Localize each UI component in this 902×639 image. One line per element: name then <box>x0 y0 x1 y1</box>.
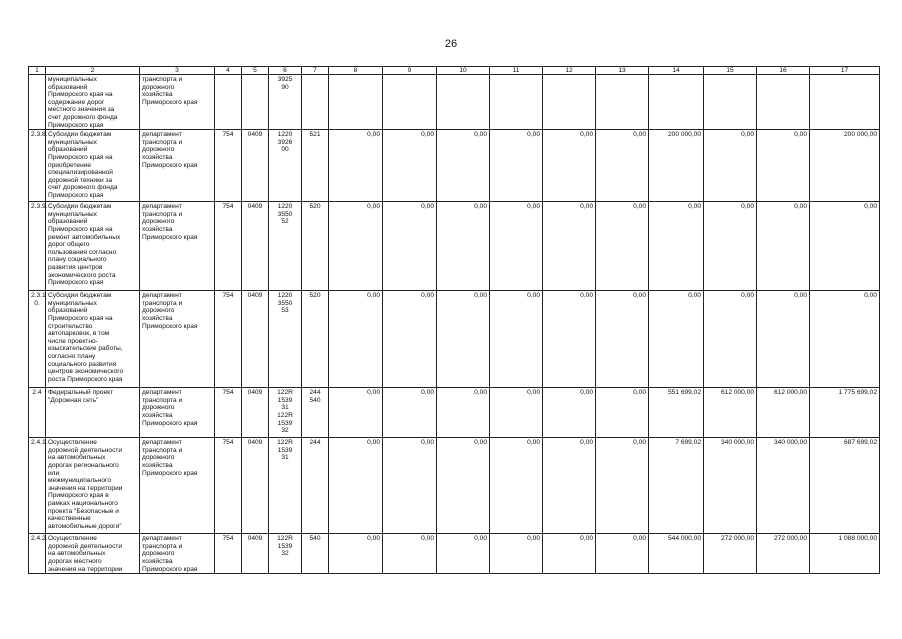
event-name-cell-line: дорожной деятельности <box>48 446 123 454</box>
expense-type-cell: 521 <box>302 130 329 202</box>
column-number-2: 2 <box>46 67 140 75</box>
event-name-cell-line: дорогах местного <box>48 557 102 565</box>
expense-type-cell <box>302 75 329 130</box>
target-article-cell <box>269 291 302 388</box>
column-number-4: 4 <box>215 67 242 75</box>
row-number-cell: 2.3.9. <box>29 202 46 291</box>
event-name-cell <box>46 438 140 534</box>
table-row <box>29 388 880 438</box>
responsible-org-cell <box>140 534 215 574</box>
amount-cell-col-11: 0,00 <box>490 291 543 388</box>
event-name-cell-line: Субсидии бюджетам <box>48 131 112 139</box>
event-name-cell <box>46 291 140 388</box>
table-row <box>29 534 880 574</box>
responsible-org-cell <box>140 130 215 202</box>
event-name-cell-line: образований <box>48 146 88 154</box>
column-number-16: 16 <box>757 67 810 75</box>
responsible-org-cell-line: хозяйства <box>142 153 173 161</box>
amount-cell-col-17 <box>810 75 880 130</box>
event-name-cell-line: Субсидии бюджетам <box>48 203 112 211</box>
row-number-cell: 2.4 <box>29 388 46 438</box>
section-code-cell: 0409 <box>242 534 269 574</box>
column-number-17: 17 <box>810 67 880 75</box>
responsible-org-cell-line: транспорта и <box>142 299 183 307</box>
target-article-cell-line: 1220 <box>277 292 293 300</box>
event-name-cell <box>46 534 140 574</box>
grbs-code-cell: 754 <box>215 438 242 534</box>
event-name-cell-line: плану социального <box>48 256 107 264</box>
event-name-cell-line: межмуниципального <box>48 477 111 485</box>
column-number-12: 12 <box>543 67 596 75</box>
responsible-org-cell-line: департамент <box>142 131 182 139</box>
event-name-cell-line: Приморского края <box>48 121 104 129</box>
column-number-7: 7 <box>302 67 329 75</box>
event-name-cell-line: местного значения за <box>48 106 115 114</box>
responsible-org-cell-line: дорожного <box>142 307 175 315</box>
amount-cell-col-8: 0,00 <box>329 534 383 574</box>
event-name-cell-line: Приморского края на <box>48 91 113 99</box>
amount-cell-col-11: 0,00 <box>490 130 543 202</box>
responsible-org-cell <box>140 75 215 130</box>
responsible-org-cell-line: Приморского края <box>142 322 198 330</box>
event-name-cell-line: образований <box>48 307 88 315</box>
event-name-cell-line: образований <box>48 218 88 226</box>
row-number-cell: 2.4.2. <box>29 534 46 574</box>
responsible-org-cell-line: Приморского края <box>142 161 198 169</box>
event-name-cell-line: автопарковок, в том <box>48 330 110 338</box>
event-name-cell-line: счет дорожного фонда <box>48 184 118 192</box>
amount-cell-col-14: 0,00 <box>649 291 704 388</box>
event-name-cell-line: "Дорожная сеть" <box>48 396 99 404</box>
page-number: 26 <box>444 38 458 50</box>
target-article-cell-line: 52 <box>281 218 289 226</box>
target-article-cell-line: 1539 <box>277 419 293 427</box>
event-name-cell-line: Приморского края <box>48 191 104 199</box>
amount-cell-col-13: 0,00 <box>596 388 649 438</box>
event-name-cell-line: ремонт автомобильных <box>48 233 121 241</box>
event-name-cell-line: Приморского края на <box>48 225 113 233</box>
amount-cell-col-15: 0,00 <box>704 291 757 388</box>
amount-cell-col-11: 0,00 <box>490 388 543 438</box>
amount-cell-col-10 <box>437 75 490 130</box>
column-number-15: 15 <box>704 67 757 75</box>
amount-cell-col-10: 0,00 <box>437 291 490 388</box>
responsible-org-cell-line: хозяйства <box>142 225 173 233</box>
amount-cell-col-10: 0,00 <box>437 534 490 574</box>
responsible-org-cell <box>140 438 215 534</box>
target-article-cell-line: 1220 <box>277 131 293 139</box>
target-article-cell <box>269 75 302 130</box>
section-code-cell: 0409 <box>242 388 269 438</box>
responsible-org-cell-line: Приморского края <box>142 419 198 427</box>
section-code-cell: 0409 <box>242 291 269 388</box>
column-number-8: 8 <box>329 67 383 75</box>
grbs-code-cell: 754 <box>215 388 242 438</box>
amount-cell-col-11: 0,00 <box>490 534 543 574</box>
row-number-cell <box>29 75 46 130</box>
event-name-cell-line: проекта "Безопасные и <box>48 507 119 515</box>
amount-cell-col-15: 340 000,00 <box>704 438 757 534</box>
amount-cell-col-10: 0,00 <box>437 202 490 291</box>
event-name-cell-line: строительство <box>48 322 93 330</box>
amount-cell-col-17: 200 000,00 <box>810 130 880 202</box>
event-name-cell-line: социального развития <box>48 360 117 368</box>
amount-cell-col-13: 0,00 <box>596 438 649 534</box>
amount-cell-col-8: 0,00 <box>329 130 383 202</box>
event-name-cell-line: экономического роста <box>48 271 116 279</box>
responsible-org-cell-line: транспорта и <box>142 396 183 404</box>
expense-type-cell: 520 <box>302 291 329 388</box>
amount-cell-col-14 <box>649 75 704 130</box>
expense-type-cell: 244 540 <box>302 388 329 438</box>
amount-cell-col-9: 0,00 <box>383 388 437 438</box>
event-name-cell-line: Приморского края на <box>48 153 113 161</box>
column-number-9: 9 <box>383 67 437 75</box>
target-article-cell-line: 1220 <box>277 203 293 211</box>
responsible-org-cell-line: департамент <box>142 439 182 447</box>
grbs-code-cell: 754 <box>215 130 242 202</box>
event-name-cell-line: муниципальных <box>48 210 97 218</box>
amount-cell-col-10: 0,00 <box>437 438 490 534</box>
column-number-1: 1 <box>29 67 46 75</box>
amount-cell-col-12: 0,00 <box>543 291 596 388</box>
table-row <box>29 438 880 534</box>
grbs-code-cell: 754 <box>215 291 242 388</box>
event-name-cell-line: качественные <box>48 515 91 523</box>
amount-cell-col-12: 0,00 <box>543 438 596 534</box>
target-article-cell-line: 31 <box>281 454 289 462</box>
event-name-cell-line: Приморского края в <box>48 492 109 500</box>
row-number-cell: 2.4.1. <box>29 438 46 534</box>
amount-cell-col-15: 0,00 <box>704 202 757 291</box>
amount-cell-col-15 <box>704 75 757 130</box>
column-number-3: 3 <box>140 67 215 75</box>
event-name-cell-line: согласно плану <box>48 352 96 360</box>
target-article-cell-line: 3926 <box>277 138 293 146</box>
amount-cell-col-14: 200 000,00 <box>649 130 704 202</box>
section-code-cell: 0409 <box>242 438 269 534</box>
event-name-cell-line: Субсидии бюджетам <box>48 292 112 300</box>
responsible-org-cell-line: департамент <box>142 292 182 300</box>
event-name-cell-line: дорог общего <box>48 241 90 249</box>
table-row <box>29 130 880 202</box>
event-name-cell <box>46 202 140 291</box>
target-article-cell-line: 90 <box>281 83 289 91</box>
section-code-cell: 0409 <box>242 202 269 291</box>
responsible-org-cell-line: транспорта и <box>142 138 183 146</box>
event-name-cell-line: на автомобильных <box>48 454 106 462</box>
amount-cell-col-15: 272 000,00 <box>704 534 757 574</box>
amount-cell-col-12: 0,00 <box>543 202 596 291</box>
amount-cell-col-13 <box>596 75 649 130</box>
row-number-cell: 2.3.1 0. <box>29 291 46 388</box>
event-name-cell-line: Приморского края на <box>48 314 113 322</box>
column-number-10: 10 <box>437 67 490 75</box>
event-name-cell-line: Осуществление <box>48 535 97 543</box>
target-article-cell-line: 3550 <box>277 299 293 307</box>
column-number-13: 13 <box>596 67 649 75</box>
event-name-cell-line: развития центров <box>48 263 103 271</box>
amount-cell-col-12: 0,00 <box>543 388 596 438</box>
event-name-cell-line: содержание дорог <box>48 98 105 106</box>
responsible-org-cell-line: дорожного <box>142 146 175 154</box>
amount-cell-col-14: 0,00 <box>649 202 704 291</box>
amount-cell-col-12: 0,00 <box>543 534 596 574</box>
row-number-cell: 2.3.8. <box>29 130 46 202</box>
responsible-org-cell-line: Приморского края <box>142 565 198 573</box>
amount-cell-col-16: 0,00 <box>757 291 810 388</box>
event-name-cell-line: на автомобильных <box>48 550 106 558</box>
amount-cell-col-11: 0,00 <box>490 438 543 534</box>
amount-cell-col-16: 272 000,00 <box>757 534 810 574</box>
amount-cell-col-8: 0,00 <box>329 388 383 438</box>
amount-cell-col-10: 0,00 <box>437 388 490 438</box>
amount-cell-col-16: 340 000,00 <box>757 438 810 534</box>
amount-cell-col-9: 0,00 <box>383 291 437 388</box>
target-article-cell <box>269 534 302 574</box>
amount-cell-col-9: 0,00 <box>383 202 437 291</box>
event-name-cell-line: Федеральный проект <box>48 389 114 397</box>
column-number-6: 6 <box>269 67 302 75</box>
column-number-5: 5 <box>242 67 269 75</box>
event-name-cell-line: счет дорожного фонда <box>48 113 118 121</box>
amount-cell-col-9 <box>383 75 437 130</box>
event-name-cell-line: пользования согласно <box>48 248 117 256</box>
amount-cell-col-12 <box>543 75 596 130</box>
amount-cell-col-13: 0,00 <box>596 130 649 202</box>
expense-type-cell: 244 <box>302 438 329 534</box>
event-name-cell <box>46 388 140 438</box>
amount-cell-col-8: 0,00 <box>329 291 383 388</box>
column-number-row <box>29 67 880 75</box>
responsible-org-cell-line: дорожного <box>142 404 175 412</box>
amount-cell-col-14: 551 699,02 <box>649 388 704 438</box>
amount-cell-col-16: 612 000,00 <box>757 388 810 438</box>
event-name-cell-line: муниципальных <box>48 299 97 307</box>
responsible-org-cell <box>140 291 215 388</box>
responsible-org-cell-line: хозяйства <box>142 557 173 565</box>
responsible-org-cell-line: Приморского края <box>142 98 198 106</box>
responsible-org-cell-line: Приморского края <box>142 233 198 241</box>
amount-cell-col-10: 0,00 <box>437 130 490 202</box>
amount-cell-col-11 <box>490 75 543 130</box>
amount-cell-col-17: 1 775 699,02 <box>810 388 880 438</box>
target-article-cell-line: 122R <box>277 389 293 397</box>
event-name-cell <box>46 75 140 130</box>
amount-cell-col-8 <box>329 75 383 130</box>
target-article-cell-line: 00 <box>281 146 289 154</box>
amount-cell-col-17: 0,00 <box>810 291 880 388</box>
amount-cell-col-11: 0,00 <box>490 202 543 291</box>
responsible-org-cell-line: транспорта и <box>142 542 183 550</box>
responsible-org-cell-line: департамент <box>142 535 182 543</box>
target-article-cell-line: 53 <box>281 307 289 315</box>
target-article-cell-line: 1539 <box>277 446 293 454</box>
event-name-cell-line: числе проектно- <box>48 337 98 345</box>
event-name-cell-line: образований <box>48 83 88 91</box>
target-article-cell-line: 122R <box>277 411 293 419</box>
event-name-cell-line: автомобильные дороги" <box>48 522 122 530</box>
section-code-cell: 0409 <box>242 130 269 202</box>
event-name-cell-line: центров экономического <box>48 368 124 376</box>
responsible-org-cell-line: дорожного <box>142 550 175 558</box>
responsible-org-cell-line: дорожного <box>142 454 175 462</box>
event-name-cell-line: дорожной техники за <box>48 176 113 184</box>
amount-cell-col-12: 0,00 <box>543 130 596 202</box>
amount-cell-col-14: 544 000,00 <box>649 534 704 574</box>
amount-cell-col-15: 0,00 <box>704 130 757 202</box>
target-article-cell-line: 1539 <box>277 542 293 550</box>
responsible-org-cell-line: хозяйства <box>142 91 173 99</box>
amount-cell-col-13: 0,00 <box>596 534 649 574</box>
amount-cell-col-8: 0,00 <box>329 438 383 534</box>
event-name-cell-line: Осуществление <box>48 439 97 447</box>
target-article-cell-line: 31 <box>281 404 289 412</box>
target-article-cell-line: 3925 <box>277 76 293 83</box>
responsible-org-cell <box>140 388 215 438</box>
target-article-cell-line: 122R <box>277 439 293 447</box>
event-name-cell-line: специализированной <box>48 169 113 177</box>
responsible-org-cell-line: транспорта и <box>142 76 183 83</box>
event-name-cell-line: рамках национального <box>48 499 118 507</box>
responsible-org-cell-line: транспорта и <box>142 446 183 454</box>
table-row <box>29 75 880 130</box>
target-article-cell-line: 1539 <box>277 396 293 404</box>
amount-cell-col-16 <box>757 75 810 130</box>
amount-cell-col-16: 0,00 <box>757 202 810 291</box>
amount-cell-col-17: 1 088 000,00 <box>810 534 880 574</box>
target-article-cell-line: 32 <box>281 550 289 558</box>
amount-cell-col-17: 0,00 <box>810 202 880 291</box>
grbs-code-cell <box>215 75 242 130</box>
column-number-11: 11 <box>490 67 543 75</box>
event-name-cell-line: роста Приморского края <box>48 375 123 383</box>
responsible-org-cell-line: дорожного <box>142 83 175 91</box>
expense-type-cell: 520 <box>302 202 329 291</box>
amount-cell-col-9: 0,00 <box>383 130 437 202</box>
target-article-cell-line: 3550 <box>277 210 293 218</box>
responsible-org-cell-line: Приморского края <box>142 469 198 477</box>
responsible-org-cell-line: хозяйства <box>142 314 173 322</box>
amount-cell-col-8: 0,00 <box>329 202 383 291</box>
amount-cell-col-9: 0,00 <box>383 438 437 534</box>
target-article-cell <box>269 438 302 534</box>
event-name-cell-line: Приморского края <box>48 279 104 287</box>
event-name-cell-line: значения на территории <box>48 565 123 573</box>
event-name-cell-line: приобретение <box>48 161 92 169</box>
event-name-cell-line: изыскательские работы, <box>48 345 123 353</box>
event-name-cell-line: муниципальных <box>48 138 97 146</box>
amount-cell-col-15: 612 000,00 <box>704 388 757 438</box>
target-article-cell <box>269 202 302 291</box>
event-name-cell-line: значения на территории <box>48 484 123 492</box>
target-article-cell <box>269 388 302 438</box>
grbs-code-cell: 754 <box>215 534 242 574</box>
responsible-org-cell <box>140 202 215 291</box>
responsible-org-cell-line: транспорта и <box>142 210 183 218</box>
event-name-cell-line: муниципальных <box>48 76 97 83</box>
grbs-code-cell: 754 <box>215 202 242 291</box>
amount-cell-col-9: 0,00 <box>383 534 437 574</box>
table-row <box>29 291 880 388</box>
amount-cell-col-13: 0,00 <box>596 291 649 388</box>
responsible-org-cell-line: департамент <box>142 389 182 397</box>
expense-type-cell: 540 <box>302 534 329 574</box>
responsible-org-cell-line: департамент <box>142 203 182 211</box>
table-row <box>29 202 880 291</box>
target-article-cell-line: 32 <box>281 427 289 435</box>
event-name-cell-line: дорогах регионального <box>48 461 119 469</box>
responsible-org-cell-line: хозяйства <box>142 411 173 419</box>
responsible-org-cell-line: дорожного <box>142 218 175 226</box>
amount-cell-col-16: 0,00 <box>757 130 810 202</box>
event-name-cell-line: или <box>48 469 60 477</box>
target-article-cell-line: 122R <box>277 535 293 543</box>
column-number-14: 14 <box>649 67 704 75</box>
budget-table <box>28 66 880 574</box>
amount-cell-col-13: 0,00 <box>596 202 649 291</box>
event-name-cell-line: дорожной деятельности <box>48 542 123 550</box>
amount-cell-col-14: 7 699,02 <box>649 438 704 534</box>
responsible-org-cell-line: хозяйства <box>142 461 173 469</box>
amount-cell-col-17: 687 699,02 <box>810 438 880 534</box>
event-name-cell <box>46 130 140 202</box>
section-code-cell <box>242 75 269 130</box>
target-article-cell <box>269 130 302 202</box>
